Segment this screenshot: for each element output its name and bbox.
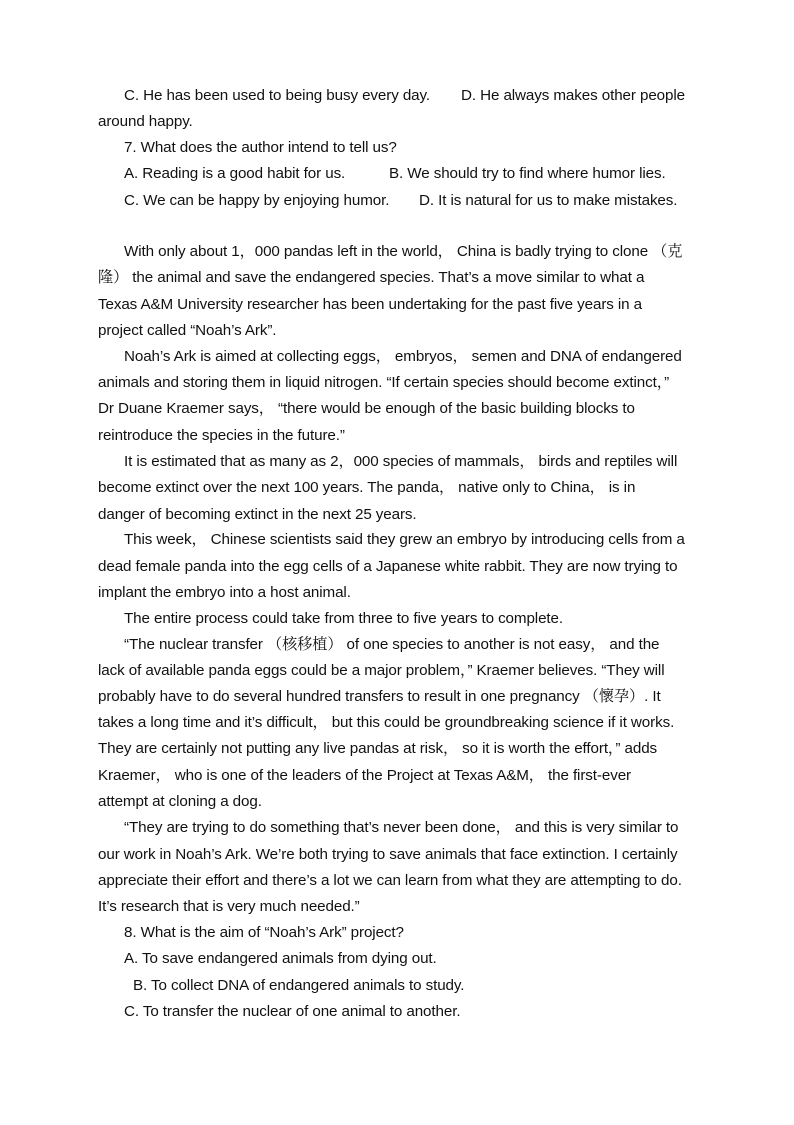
passage-line: They are certainly not putting any live pandas at risk， so it is worth the effort，” adds	[98, 740, 658, 757]
passage-line: With only about 1，000 pandas left in the world， China is badly trying to clone （克	[124, 243, 683, 260]
passage-line: Dr Duane Kraemer says， “there would be enough of the basic building blocks to	[98, 400, 635, 417]
q7-question: 7. What does the author intend to tell us?	[124, 139, 397, 156]
passage-line: animals and storing them in liquid nitrogen. “If certain species should become extinct，”	[98, 374, 670, 391]
passage-line: reintroduce the species in the future.”	[98, 427, 345, 444]
passage-line: implant the embryo into a host animal.	[98, 584, 351, 601]
q8-question: 8. What is the aim of “Noah’s Ark” project?	[124, 924, 404, 941]
q8-option-c: C. To transfer the nuclear of one animal to another.	[124, 1003, 461, 1020]
passage-line: Kraemer， who is one of the leaders of the Project at Texas A&M， the first-ever	[98, 767, 632, 784]
q8-option-a: A. To save endangered animals from dying out.	[124, 950, 437, 967]
q6-option-d-continued: around happy.	[98, 113, 193, 130]
q8-option-b: B. To collect DNA of endangered animals to study.	[133, 977, 465, 994]
passage-line: takes a long time and it’s difficult， but this could be groundbreaking science if it works.	[98, 714, 675, 731]
q7-option-d: D. It is natural for us to make mistakes.	[419, 192, 678, 209]
passage-line: our work in Noah’s Ark. We’re both trying to save animals that face extinction. I certainly	[98, 846, 678, 863]
q7-option-a: A. Reading is a good habit for us.	[124, 165, 346, 182]
passage-line: It is estimated that as many as 2，000 species of mammals， birds and reptiles will	[124, 453, 678, 470]
passage-line: danger of becoming extinct in the next 25 years.	[98, 506, 417, 523]
passage-line: “The nuclear transfer （核移植） of one species to another is not easy， and the	[124, 636, 660, 653]
q6-option-d: D. He always makes other people	[461, 87, 685, 104]
passage-line: dead female panda into the egg cells of a Japanese white rabbit. They are now trying to	[98, 558, 678, 575]
passage-line: 隆） the animal and save the endangered species. That’s a move similar to what a	[98, 269, 645, 286]
passage-line: lack of available panda eggs could be a major problem，” Kraemer believes. “They will	[98, 662, 665, 679]
passage-line: Noah’s Ark is aimed at collecting eggs， embryos， semen and DNA of endangered	[124, 348, 682, 365]
q7-option-b: B. We should try to find where humor lies.	[389, 165, 666, 182]
passage-line: probably have to do several hundred transfers to result in one pregnancy （懷孕）. It	[98, 688, 661, 705]
passage-line: The entire process could take from three to five years to complete.	[124, 610, 564, 627]
passage-line: project called “Noah’s Ark”.	[98, 322, 277, 339]
passage-line: This week， Chinese scientists said they grew an embryo by introducing cells from a	[124, 531, 685, 548]
passage-line: become extinct over the next 100 years. The panda， native only to China， is in	[98, 479, 636, 496]
q6-option-c: C. He has been used to being busy every day.	[124, 87, 431, 104]
passage-line: appreciate their effort and there’s a lot we can learn from what they are attempting to do.	[98, 872, 682, 889]
passage-line: It’s research that is very much needed.”	[98, 898, 360, 915]
passage-line: Texas A&M University researcher has been undertaking for the past five years in a	[98, 296, 642, 313]
passage-line: “They are trying to do something that’s never been done， and this is very similar to	[124, 819, 679, 836]
passage-line: attempt at cloning a dog.	[98, 793, 262, 810]
q7-option-c: C. We can be happy by enjoying humor.	[124, 192, 390, 209]
